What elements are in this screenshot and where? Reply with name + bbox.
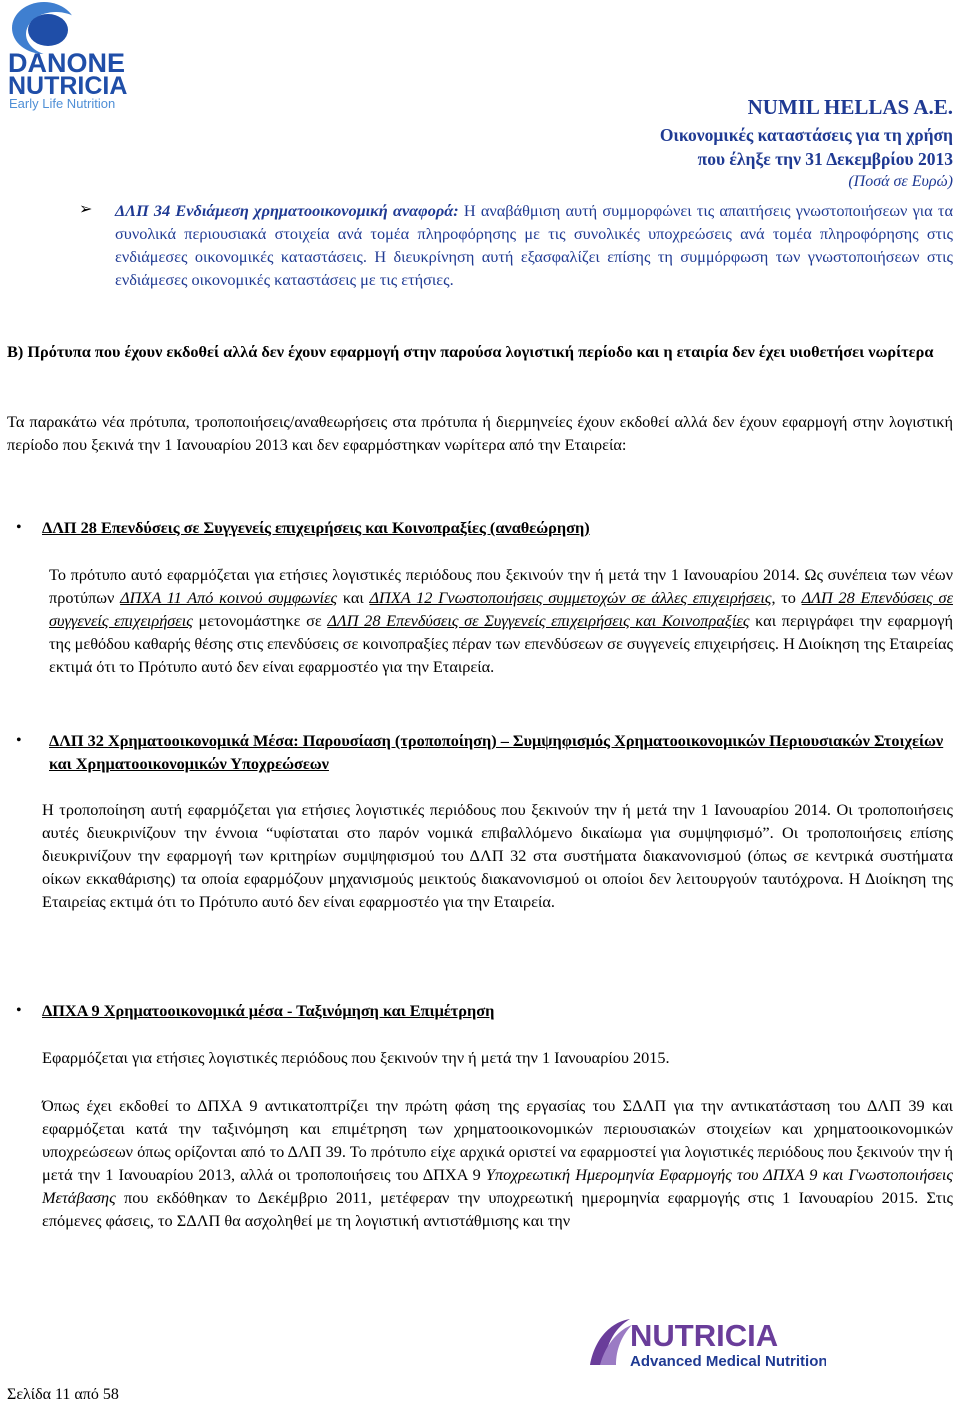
ias32-title: ΔΛΠ 32 Χρηματοοικονομικά Μέσα: Παρουσίαση (τροποποίηση) – Συμψηφισμός Χρηματοοικονομικών Περιουσιακών Στοιχείων και Χρηματοοικονομικών Υποχρεώσεων	[49, 731, 944, 773]
ias28-ref-ifrs12: ΔΠΧΑ 12 Γνωστοποιήσεις συμμετοχών σε άλλες επιχειρήσεις	[369, 588, 772, 607]
ifrs9-paragraph-2	[42, 1094, 953, 1232]
ias34-title: ΔΛΠ 34 Ενδιάμεση χρηματοοικονομική αναφορά:	[115, 201, 459, 220]
ias28-text-5: και περιγράφει την εφαρμογή της μεθόδου καθαρής θέσης στις επενδύσεις σε κοινοπραξίες πέραν των επενδύσεων σε συγγενείς επιχειρήσεις. Η Διοίκηση της Εταιρείας εκτιμά ότι το Πρότυπο αυτό δεν είναι εφαρμοστέο για την Εταιρεία.	[49, 611, 953, 676]
danone-nutricia-logo	[4, 0, 179, 112]
ias32-paragraph: Η τροποποίηση αυτή εφαρμόζεται για ετήσιες λογιστικές περιόδους που ξεκινούν την ή μετά την 1 Ιανουαρίου 2014. Οι τροποποιήσεις αυτές διευκρινίζουν την έννοια “υφίσταται στο παρόν νομικά επιβαλλόμενο δικαίωμα για συμψηφισμό”. Οι τροποποιήσεις επίσης διευκρινίζουν την εφαρμογή των κριτηρίων συμψηφισμού του ΔΛΠ 32 στα συστήματα διακανονισμού (όπως σε κεντρικά συστήματα οίκων εκκαθάρισης) τα οποία εφαρμόζουν μηχανισμούς μεικτούς διακανονισμού οι οποίοι δεν λειτουργούν ταυτόχρονα. Η Διοίκηση της Εταιρείας εκτιμά ότι το Πρότυπο αυτό δεν είναι εφαρμοστέο για την Εταιρεία.	[42, 800, 953, 911]
ifrs9-title: ΔΠΧΑ 9 Χρηματοοικονομικά μέσα - Ταξινόμηση και Επιμέτρηση	[42, 1001, 495, 1020]
danone-logo-word: DANONE	[8, 48, 126, 78]
arrow-bullet-icon: ➢	[79, 201, 93, 218]
danone-logo-nutricia-word: NUTRICIA	[8, 72, 128, 100]
ifrs9-paragraph-1: Εφαρμόζεται για ετήσιες λογιστικές περιόδους που ξεκινούν την ή μετά την 1 Ιανουαρίου 2015.	[42, 1048, 670, 1067]
ias28-text-3: , το	[771, 588, 802, 607]
statements-title-line1: Οικονομικές καταστάσεις για τη χρήση	[659, 125, 953, 145]
ias28-ref-old-ias28: ΔΛΠ 28 Επενδύσεις σε συγγενείς επιχειρήσεις	[49, 588, 953, 630]
nutricia-amn-logo	[586, 1313, 826, 1373]
page-number: Σελίδα 11 από 58	[7, 1386, 119, 1403]
ias28-text-1: Το πρότυπο αυτό εφαρμόζεται για ετήσιες λογιστικές περιόδους που ξεκινούν την ή μετά την 1 Ιανουαρίου 2014. Ως συνέπεια των νέων προτύπων	[49, 565, 953, 607]
ias28-paragraph	[49, 563, 953, 678]
ias28-ref-new-ias28: ΔΛΠ 28 Επενδύσεις σε Συγγενείς επιχειρήσεις και Κοινοπραξίες	[327, 611, 750, 630]
ias28-ref-ifrs11: ΔΠΧΑ 11 Από κοινού συμφωνίες	[120, 588, 338, 607]
section-b-intro: Τα παρακάτω νέα πρότυπα, τροποποιήσεις/αναθεωρήσεις στα πρότυπα ή διερμηνείες έχουν εκδοθεί αλλά δεν έχουν εφαρμογή στην λογιστική περίοδο που ξεκινά την 1 Ιανουαρίου 2013 και δεν εφαρμόστηκαν νωρίτερα από την Εταιρεία:	[7, 412, 953, 454]
bullet-dot-icon: •	[16, 732, 22, 749]
nutricia-logo-word: NUTRICIA	[630, 1318, 779, 1353]
section-b-heading: Β) Πρότυπα που έχουν εκδοθεί αλλά δεν έχουν εφαρμογή στην παρούσα λογιστική περίοδο και η εταιρία δεν έχει υιοθετήσει νωρίτερα	[7, 342, 934, 361]
ifrs9-ref-mandatory-date: Υποχρεωτική Ημερομηνία Εφαρμογής του ΔΠΧΑ 9 και Γνωστοποιήσεις Μετάβασης	[42, 1165, 953, 1207]
ias34-text: Η αναβάθμιση αυτή συμμορφώνει τις απαιτήσεις γνωστοποιήσεων για τα συνολικά περιουσιακά στοιχεία ανά τομέα πληροφόρησης με τις συνολικές υποχρεώσεις ανά τομέα πληροφόρησης στις ενδιάμεσες οικονομικές καταστάσεις. Η διευκρίνηση αυτή εξασφαλίζει επίσης τη συμμόρφωση των γνωστοποιήσεων στις ενδιάμεσες οικονομικές καταστάσεις με τις ετήσιες.	[115, 201, 953, 289]
ifrs9-text-1: Όπως έχει εκδοθεί το ΔΠΧΑ 9 αντικατοπτρίζει την πρώτη φάση της εργασίας του ΣΔΛΠ για την αντικατάσταση του ΔΛΠ 39 και εφαρμόζεται κατά την ταξινόμηση και επιμέτρηση των χρηματοοικονομικών περιουσιακών στοιχείων και χρηματοοικονομικών υποχρεώσεων όπως ορίζονται από το ΔΛΠ 39. Το πρότυπο είχε αρχικά οριστεί να εφαρμοστεί για λογιστικές περιόδους που ξεκινούν την ή μετά την 1 Ιανουαρίου 2013, αλλά οι τροποποιήσεις του ΔΠΧΑ 9	[42, 1096, 953, 1184]
ias28-text-4: μετονομάστηκε σε	[192, 611, 328, 630]
ias28-text-2: και	[337, 588, 370, 607]
bullet-dot-icon: •	[16, 1002, 22, 1019]
danone-logo-graphic	[4, 0, 179, 112]
ias34-paragraph	[115, 199, 953, 291]
bullet-dot-icon: •	[16, 519, 22, 536]
ias28-title: ΔΛΠ 28 Επενδύσεις σε Συγγενείς επιχειρήσεις και Κοινοπραξίες (αναθεώρηση)	[42, 518, 590, 537]
currency-note: (Ποσά σε Ευρώ)	[848, 173, 953, 190]
nutricia-logo-graphic	[586, 1313, 826, 1373]
company-name: NUMIL HELLAS A.E.	[747, 95, 953, 119]
nutricia-logo-tagline: Advanced Medical Nutrition	[630, 1353, 826, 1370]
danone-logo-tagline: Early Life Nutrition	[9, 96, 116, 111]
ifrs9-text-2: που εκδόθηκαν το Δεκέμβριο 2011, μετέφεραν την υποχρεωτική ημερομηνία εφαρμογής στις 1 Ιανουαρίου 2015. Στις επόμενες φάσεις, το ΣΔΛΠ θα ασχοληθεί με τη λογιστική αντιστάθμισης και την	[42, 1188, 953, 1230]
statements-title-line2: που έληξε την 31 Δεκεμβρίου 2013	[697, 149, 953, 169]
